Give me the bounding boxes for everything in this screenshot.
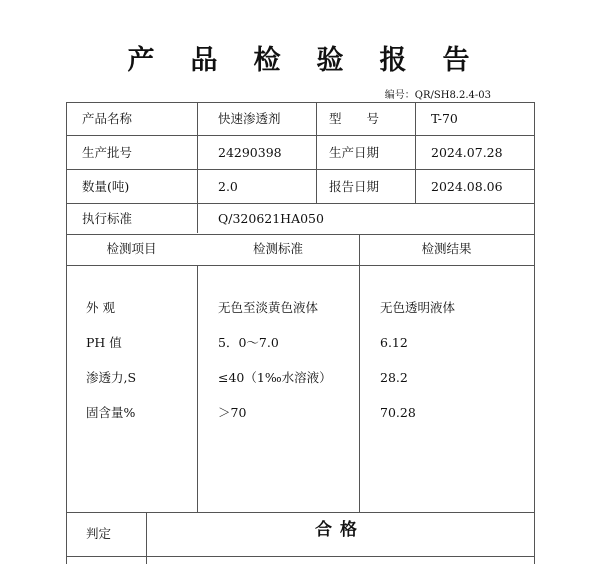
test-standard: ＞70 — [218, 405, 247, 420]
value-quantity: 2.0 — [218, 179, 238, 194]
test-standard: ≤40（1‰水溶液） — [218, 370, 332, 385]
test-item: 外 观 — [86, 300, 115, 315]
value-verdict: 合格 — [315, 520, 365, 540]
test-result: 28.2 — [380, 370, 408, 385]
row-divider — [66, 234, 534, 235]
table-border-left — [66, 102, 67, 564]
test-result: 无色透明液体 — [380, 300, 456, 315]
label-production-date: 生产日期 — [329, 145, 380, 160]
table-border-right — [534, 102, 535, 564]
row-divider — [66, 169, 534, 170]
row-divider — [66, 265, 534, 266]
value-product-name: 快速渗透剂 — [218, 111, 281, 126]
row-divider — [66, 135, 534, 136]
value-standard: Q/320621HA050 — [218, 211, 324, 226]
label-standard: 执行标准 — [82, 211, 133, 226]
label-product-name: 产品名称 — [82, 111, 133, 126]
value-report-date: 2024.08.06 — [431, 179, 503, 194]
report-title: 产品检验报告 — [127, 45, 506, 76]
header-test-standard: 检测标准 — [252, 241, 303, 256]
value-batch-number: 24290398 — [218, 145, 282, 160]
row-divider — [66, 203, 534, 204]
label-verdict: 判定 — [86, 526, 112, 541]
value-production-date: 2024.07.28 — [431, 145, 503, 160]
test-result: 6.12 — [380, 335, 408, 350]
label-report-date: 报告日期 — [329, 179, 380, 194]
test-item: 渗透力,S — [86, 370, 137, 385]
test-standard: 5．0～7.0 — [218, 335, 279, 350]
document-code: 编号：QR/SH8.2.4-03 — [384, 90, 491, 101]
col-divider — [197, 102, 198, 233]
col-divider — [359, 234, 360, 512]
label-model: 型 号 — [329, 111, 380, 126]
test-standard: 无色至淡黄色液体 — [218, 300, 319, 315]
test-item: 固含量% — [86, 405, 136, 420]
col-divider — [415, 102, 416, 203]
col-divider — [146, 512, 147, 564]
label-batch-number: 生产批号 — [82, 145, 133, 160]
test-result: 70.28 — [380, 405, 416, 420]
row-divider — [66, 556, 534, 557]
label-quantity: 数量(吨) — [82, 179, 130, 194]
header-test-item: 检测项目 — [106, 241, 157, 256]
col-divider — [197, 265, 198, 512]
table-border-top — [66, 102, 534, 103]
col-divider — [316, 102, 317, 203]
row-divider — [66, 512, 534, 513]
header-test-result: 检测结果 — [421, 241, 472, 256]
value-model: T-70 — [431, 111, 458, 126]
test-item: PH 值 — [86, 335, 122, 350]
